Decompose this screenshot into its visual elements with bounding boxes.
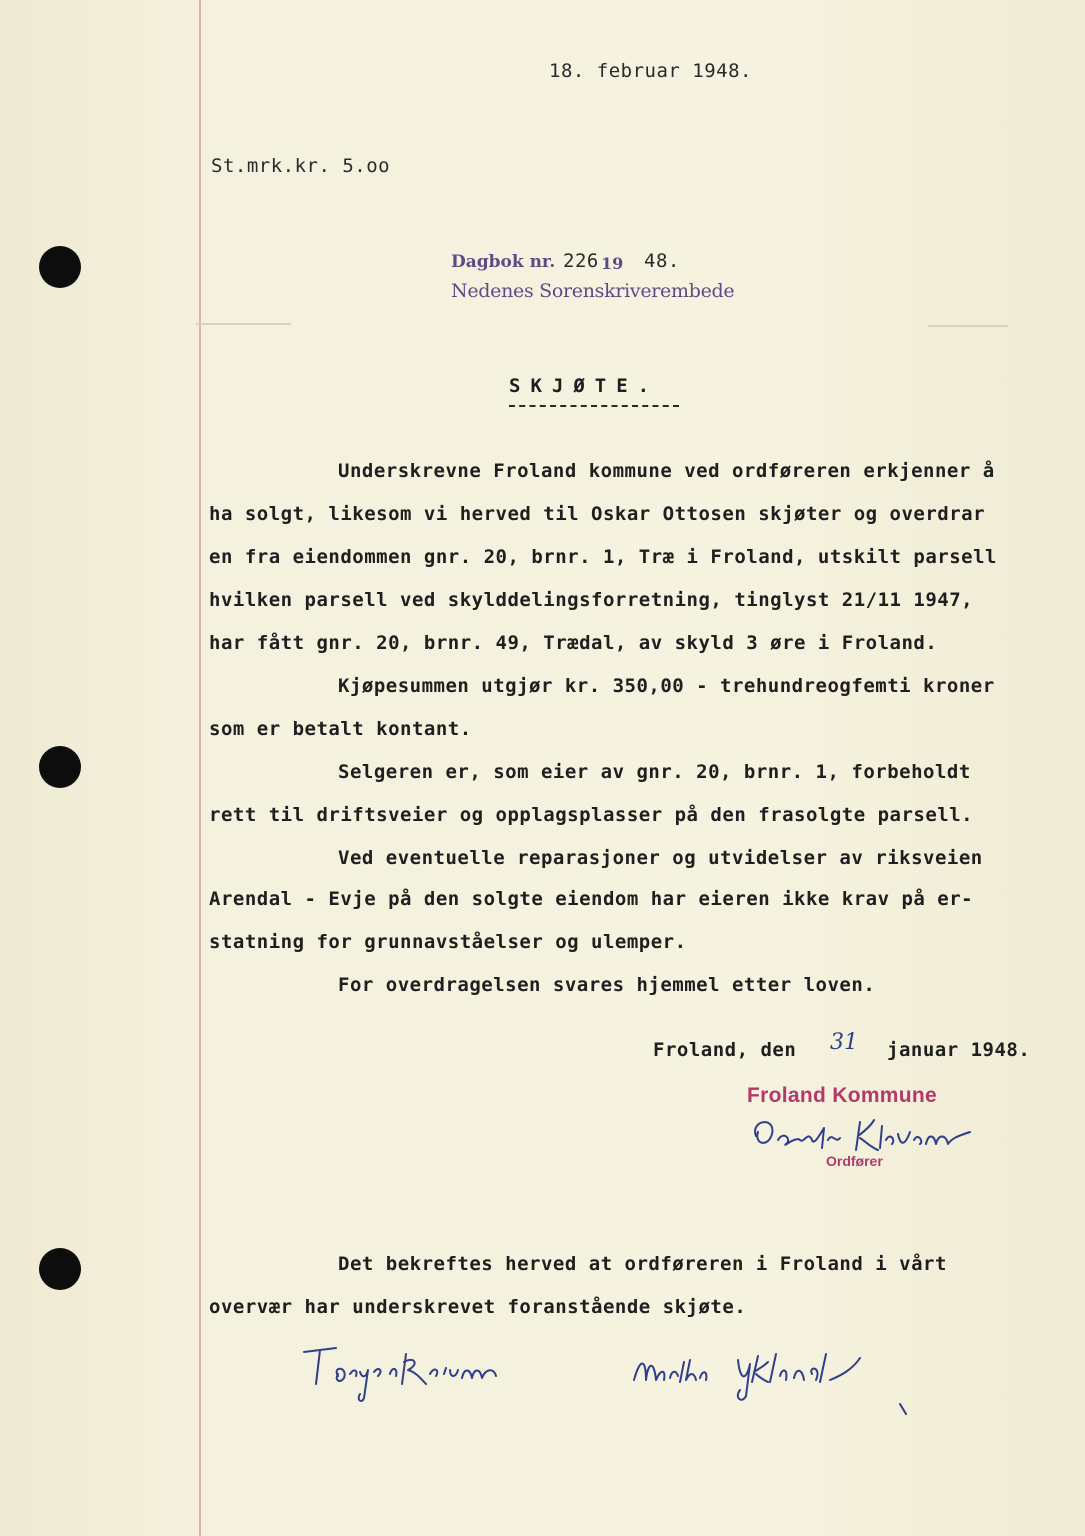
body-line-10: Ved eventuelle reparasjoner og utvidelser av riksveien — [338, 847, 983, 869]
body-line-11: Arendal - Evje på den solgte eiendom har eieren ikke krav på er- — [209, 888, 974, 910]
body-line-13: For overdragelsen svares hjemmel etter loven. — [338, 974, 876, 996]
witness-line-1: Det bekreftes herved at ordføreren i Froland i vårt — [338, 1253, 947, 1275]
document-date: 18. februar 1948. — [549, 60, 752, 82]
punch-hole-bottom — [39, 1248, 81, 1290]
handwritten-day: 31 — [830, 1030, 858, 1055]
body-line-3: en fra eiendommen gnr. 20, brnr. 1, Træ i Froland, utskilt parsell — [209, 546, 997, 568]
stamp-duty: St.mrk.kr. 5.oo — [211, 155, 391, 177]
municipality-stamp: Froland Kommune — [747, 1084, 938, 1107]
body-line-1: Underskrevne Froland kommune ved ordføreren erkjenner å — [338, 460, 995, 482]
document-title: SKJØTE. — [509, 375, 660, 397]
witness-signature-right — [630, 1340, 960, 1425]
body-line-9: rett til driftsveier og opplagsplasser på den frasolgte parsell. — [209, 804, 974, 826]
mayor-signature — [748, 1110, 978, 1158]
faint-mark-right — [928, 325, 1008, 327]
margin-line — [199, 0, 201, 1536]
body-line-4: hvilken parsell ved skylddelingsforretning, tinglyst 21/11 1947, — [209, 589, 974, 611]
punch-hole-middle — [39, 746, 81, 788]
month-year-text: januar 1948. — [887, 1039, 1031, 1061]
punch-hole-top — [39, 246, 81, 288]
title-underline — [509, 405, 679, 409]
faint-mark-left — [196, 323, 291, 325]
office-name: Nedenes Sorenskriverembede — [451, 280, 735, 302]
place-text: Froland, den — [653, 1039, 797, 1061]
body-line-8: Selgeren er, som eier av gnr. 20, brnr. 1, forbeholdt — [338, 761, 971, 783]
witness-signature-left — [298, 1340, 513, 1410]
dagbok-number: 226 — [563, 250, 599, 272]
body-line-12: statning for grunnavståelser og ulemper. — [209, 931, 687, 953]
body-line-2: ha solgt, likesom vi herved til Oskar Ottosen skjøter og overdrar — [209, 503, 986, 525]
body-line-5: har fått gnr. 20, brnr. 49, Trædal, av skyld 3 øre i Froland. — [209, 632, 938, 654]
dagbok-label: Dagbok nr. — [451, 252, 556, 272]
body-line-6: Kjøpesummen utgjør kr. 350,00 - trehundreogfemti kroner — [338, 675, 995, 697]
witness-line-2: overvær har underskrevet foranstående skjøte. — [209, 1296, 747, 1318]
mayor-title-stamp: Ordfører — [826, 1153, 883, 1169]
dagbok-year: 48. — [644, 250, 680, 272]
dagbok-year-prefix: 19 — [601, 254, 624, 273]
body-line-7: som er betalt kontant. — [209, 718, 472, 740]
